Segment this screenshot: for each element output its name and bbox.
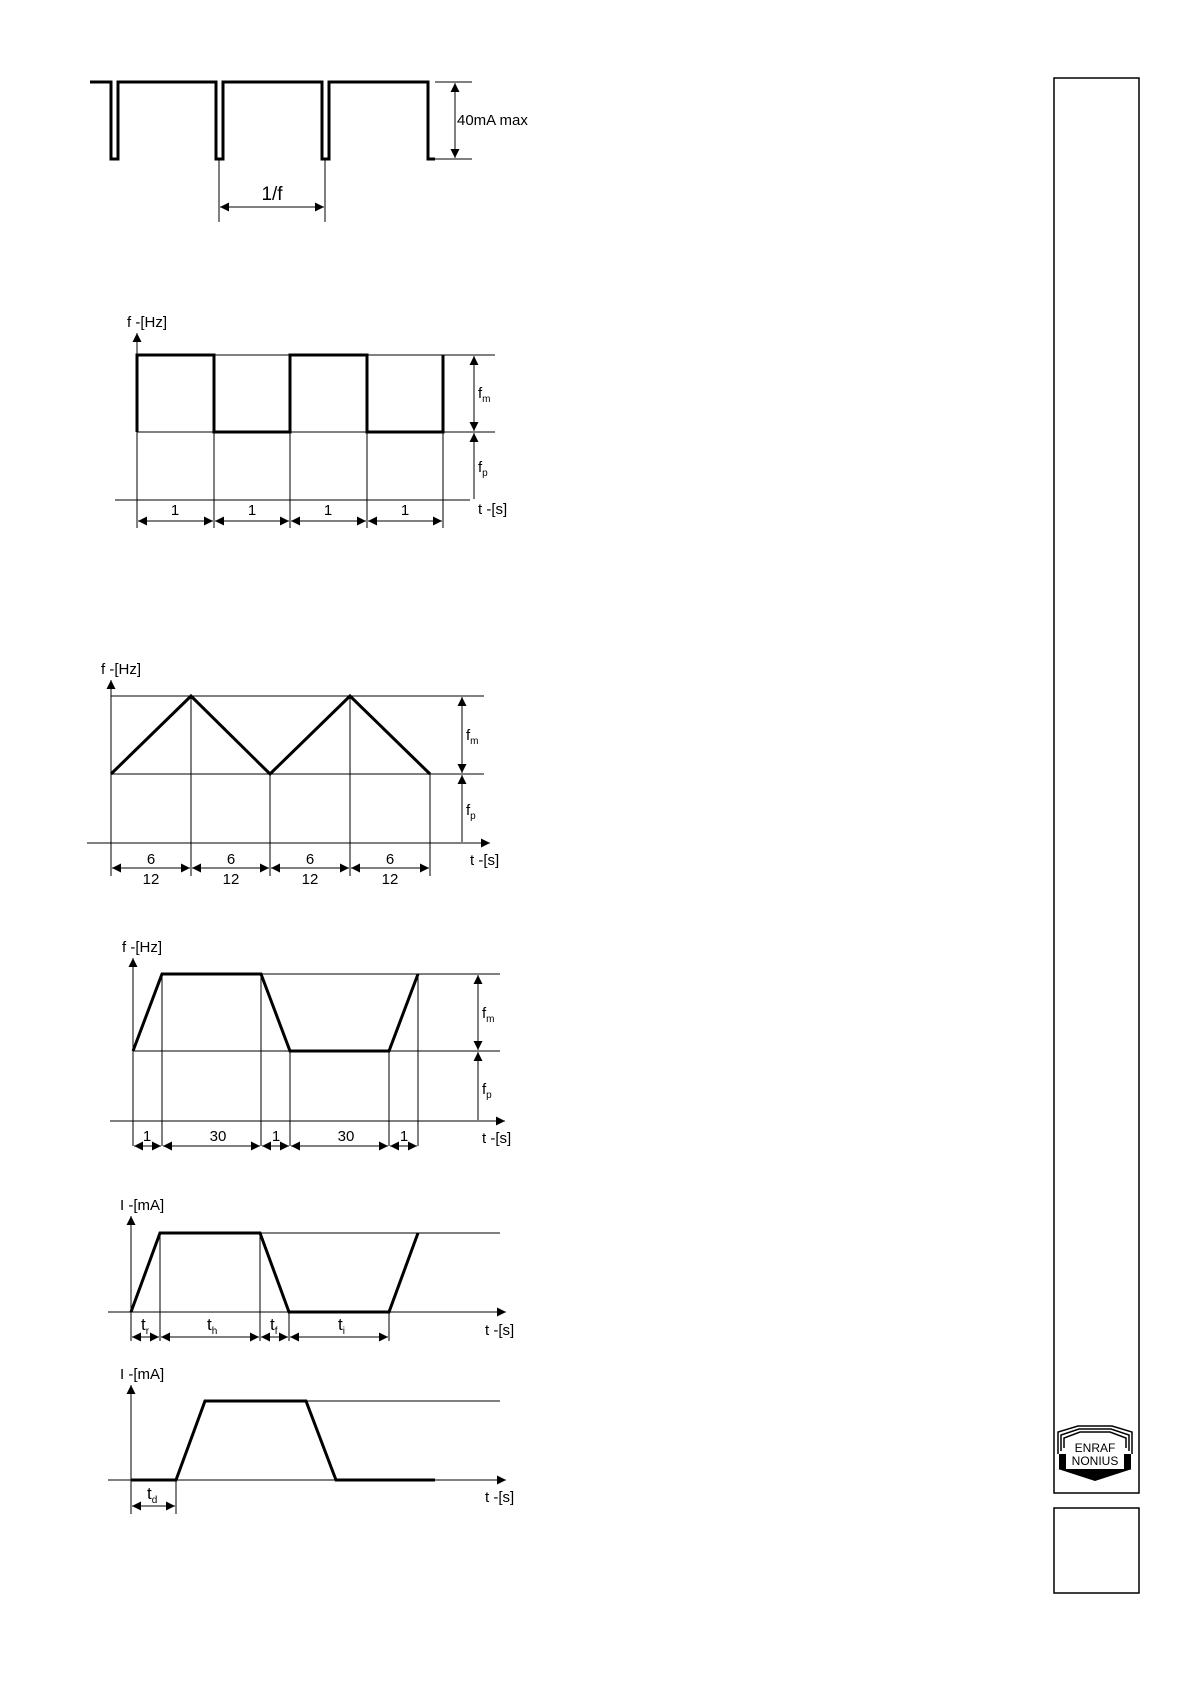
surge-envelope-diagram: [108, 1197, 514, 1341]
vertical-dividers: [111, 696, 430, 876]
y-axis-label: I -[mA]: [120, 1366, 165, 1383]
delay-waveform: [131, 1401, 435, 1480]
logo-line2: NONIUS: [1071, 1454, 1119, 1468]
duration-label-bottom: 12: [222, 871, 240, 888]
duration-label: 1: [247, 502, 257, 519]
duration-label: 1: [323, 502, 333, 519]
duration-label: 1: [399, 1128, 409, 1145]
pulse-waveform: [90, 82, 435, 159]
duration-label: 1: [400, 502, 410, 519]
x-axis-label: t -[s]: [478, 501, 508, 518]
x-axis-label: t -[s]: [470, 852, 500, 869]
amplitude-label: 40mA max: [457, 112, 528, 129]
margin-frame-upper: [1054, 78, 1139, 1493]
duration-label-bottom: 12: [381, 871, 399, 888]
vertical-dividers: [137, 355, 443, 528]
duration-label-top: 6: [146, 851, 156, 868]
fm-label: $f_m$: [482, 1005, 495, 1025]
enraf-nonius-logo: [1058, 1426, 1132, 1481]
fall-time-label: $t_f$: [270, 1315, 278, 1337]
fp-label: $f_p$: [466, 802, 476, 822]
interval-time-label: $t_i$: [338, 1315, 345, 1337]
duration-label: 1: [170, 502, 180, 519]
y-axis-label: f -[Hz]: [122, 939, 162, 956]
vertical-dividers: [131, 1233, 389, 1341]
square-modulation-diagram: [115, 314, 507, 528]
rise-time-label: $t_r$: [141, 1315, 150, 1337]
x-axis-label: t -[s]: [485, 1322, 515, 1339]
duration-label-top: 6: [226, 851, 236, 868]
duration-label: 30: [209, 1128, 227, 1145]
delay-time-label: $t_d$: [147, 1484, 158, 1506]
fm-label: $f_m$: [478, 385, 491, 405]
duration-label: 1: [271, 1128, 281, 1145]
duration-label-bottom: 12: [142, 871, 160, 888]
vertical-dividers: [133, 974, 418, 1146]
duration-label-top: 6: [305, 851, 315, 868]
period-label: 1/f: [261, 184, 283, 205]
surge-waveform: [131, 1233, 418, 1312]
duration-label-top: 6: [385, 851, 395, 868]
y-axis-label: f -[Hz]: [127, 314, 167, 331]
triangle-waveform: [111, 696, 430, 774]
duration-label: 30: [337, 1128, 355, 1145]
x-axis-label: t -[s]: [485, 1489, 515, 1506]
x-axis-label: t -[s]: [482, 1130, 512, 1147]
trapezoid-modulation-diagram: [110, 939, 511, 1147]
fm-label: $f_m$: [466, 727, 479, 747]
duration-label-bottom: 12: [301, 871, 319, 888]
duration-label: 1: [142, 1128, 152, 1145]
trapezoid-waveform: [133, 974, 418, 1051]
y-axis-label: f -[Hz]: [101, 661, 141, 678]
pulse-train-diagram: [90, 82, 528, 222]
hold-time-label: $t_h$: [207, 1315, 218, 1337]
fp-label: $f_p$: [482, 1081, 492, 1101]
fp-label: $f_p$: [478, 459, 488, 479]
margin-frame-lower: [1054, 1508, 1139, 1593]
y-axis-label: I -[mA]: [120, 1197, 165, 1214]
logo-line1: ENRAF: [1074, 1441, 1116, 1455]
triangle-modulation-diagram: [87, 661, 499, 888]
delay-diagram: [108, 1366, 514, 1514]
